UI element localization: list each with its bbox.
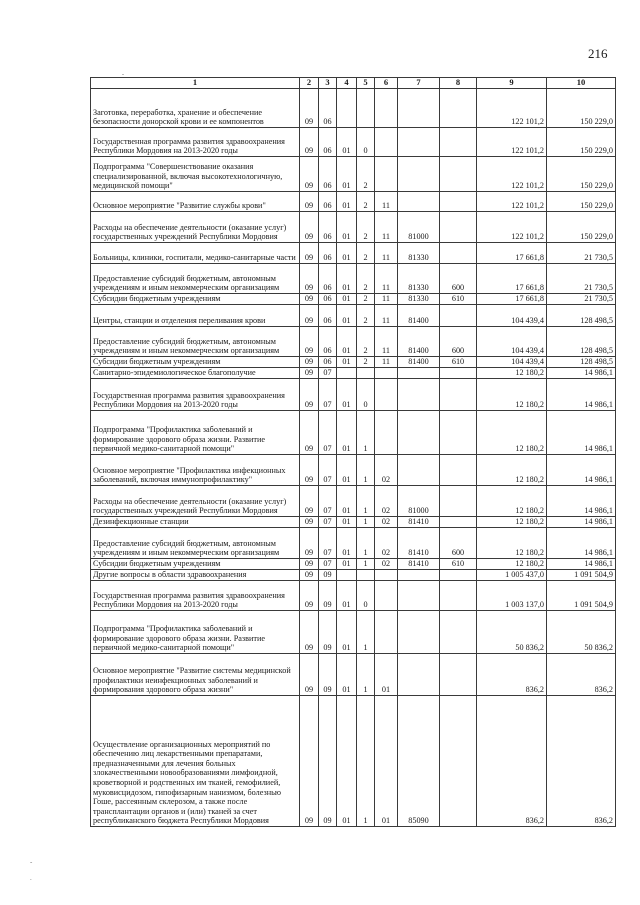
row-code-activity	[375, 411, 398, 455]
row-code-expense-type	[440, 654, 477, 696]
row-code-activity	[375, 128, 398, 157]
row-code-direction: 81330	[398, 264, 440, 294]
row-code-program: 01	[337, 379, 357, 411]
row-code-subprogram: 2	[357, 192, 375, 212]
table-row	[91, 305, 616, 327]
row-code-section: 09	[300, 411, 319, 455]
row-name: Субсидии бюджетным учреждениям	[91, 357, 300, 368]
row-code-expense-type	[440, 192, 477, 212]
row-amount-year2: 14 986,1	[547, 559, 616, 570]
row-code-subsection: 06	[319, 294, 337, 305]
row-code-expense-type	[440, 696, 477, 827]
row-code-section: 09	[300, 570, 319, 581]
row-amount-year1: 50 836,2	[477, 611, 547, 654]
col-header: 7	[398, 78, 440, 89]
table-row	[91, 570, 616, 581]
row-code-activity: 11	[375, 192, 398, 212]
row-name: Субсидии бюджетным учреждениям	[91, 559, 300, 570]
row-name: Центры, станции и отделения переливания крови	[91, 305, 300, 327]
row-code-direction	[398, 368, 440, 379]
row-code-section: 09	[300, 528, 319, 559]
row-code-expense-type	[440, 368, 477, 379]
table-body	[91, 89, 616, 827]
row-amount-year2: 14 986,1	[547, 486, 616, 517]
row-code-expense-type: 600	[440, 264, 477, 294]
row-code-subsection: 07	[319, 517, 337, 528]
row-code-activity	[375, 368, 398, 379]
row-code-section: 09	[300, 212, 319, 243]
row-code-direction	[398, 379, 440, 411]
row-code-section: 09	[300, 357, 319, 368]
row-name: Основное мероприятие "Профилактика инфекционных заболеваний, включая иммунопрофилактику"	[91, 455, 300, 486]
col-header: 9	[477, 78, 547, 89]
row-code-program: 01	[337, 243, 357, 264]
col-header: 4	[337, 78, 357, 89]
row-code-section: 09	[300, 379, 319, 411]
row-name: Санитарно-эпидемиологическое благополучие	[91, 368, 300, 379]
row-code-direction	[398, 411, 440, 455]
row-code-direction	[398, 192, 440, 212]
row-code-subsection: 06	[319, 327, 337, 357]
row-amount-year2: 150 229,0	[547, 89, 616, 128]
row-code-subsection: 06	[319, 128, 337, 157]
row-code-direction: 81400	[398, 357, 440, 368]
row-code-section: 09	[300, 157, 319, 192]
row-amount-year1: 1 005 437,0	[477, 570, 547, 581]
row-code-section: 09	[300, 128, 319, 157]
row-code-program: 01	[337, 411, 357, 455]
row-code-expense-type: 600	[440, 327, 477, 357]
table-row	[91, 243, 616, 264]
row-code-program: 01	[337, 581, 357, 611]
row-name: Расходы на обеспечение деятельности (оказание услуг) государственных учреждений Республики Мордовия	[91, 212, 300, 243]
row-code-direction	[398, 581, 440, 611]
table-row	[91, 411, 616, 455]
row-amount-year1: 12 180,2	[477, 379, 547, 411]
row-name: Предоставление субсидий бюджетным, автономным учреждениям и иным некоммерческим организациям	[91, 264, 300, 294]
row-code-subsection: 09	[319, 654, 337, 696]
row-amount-year1: 12 180,2	[477, 486, 547, 517]
row-code-program: 01	[337, 654, 357, 696]
row-name: Государственная программа развития здравоохранения Республики Мордовия на 2013-2020 годы	[91, 128, 300, 157]
row-code-section: 09	[300, 327, 319, 357]
row-code-section: 09	[300, 294, 319, 305]
row-code-subsection: 06	[319, 305, 337, 327]
row-code-expense-type	[440, 611, 477, 654]
row-code-subprogram: 1	[357, 654, 375, 696]
table-row	[91, 455, 616, 486]
row-code-activity: 11	[375, 357, 398, 368]
row-amount-year2: 150 229,0	[547, 128, 616, 157]
row-code-expense-type	[440, 517, 477, 528]
row-name: Предоставление субсидий бюджетным, автономным учреждениям и иным некоммерческим организациям	[91, 528, 300, 559]
row-code-subsection: 07	[319, 559, 337, 570]
row-name: Дезинфекционные станции	[91, 517, 300, 528]
row-code-direction	[398, 89, 440, 128]
row-code-subsection: 06	[319, 212, 337, 243]
row-amount-year1: 122 101,2	[477, 157, 547, 192]
scan-mark: -	[30, 858, 33, 866]
row-code-subprogram: 2	[357, 294, 375, 305]
row-code-program: 01	[337, 305, 357, 327]
row-amount-year2: 14 986,1	[547, 455, 616, 486]
row-code-subprogram: 1	[357, 559, 375, 570]
row-code-program: 01	[337, 517, 357, 528]
row-code-subprogram: 1	[357, 528, 375, 559]
row-amount-year1: 122 101,2	[477, 128, 547, 157]
row-amount-year2: 14 986,1	[547, 379, 616, 411]
row-code-subsection: 07	[319, 379, 337, 411]
row-code-section: 09	[300, 517, 319, 528]
row-code-section: 09	[300, 559, 319, 570]
row-code-program: 01	[337, 264, 357, 294]
row-code-direction	[398, 654, 440, 696]
table-row	[91, 357, 616, 368]
table-row	[91, 192, 616, 212]
row-amount-year1: 122 101,2	[477, 89, 547, 128]
row-code-program: 01	[337, 528, 357, 559]
row-code-direction	[398, 611, 440, 654]
header-row	[91, 78, 616, 89]
col-header: 5	[357, 78, 375, 89]
row-code-section: 09	[300, 368, 319, 379]
row-code-expense-type	[440, 455, 477, 486]
row-amount-year2: 128 498,5	[547, 305, 616, 327]
row-code-activity: 02	[375, 559, 398, 570]
row-code-activity: 02	[375, 528, 398, 559]
row-code-direction	[398, 455, 440, 486]
table-row	[91, 157, 616, 192]
row-code-subsection: 07	[319, 368, 337, 379]
row-code-direction: 81410	[398, 559, 440, 570]
row-code-subsection: 07	[319, 411, 337, 455]
row-code-direction	[398, 570, 440, 581]
row-code-activity: 02	[375, 517, 398, 528]
row-code-expense-type	[440, 305, 477, 327]
table-row	[91, 696, 616, 827]
row-amount-year1: 122 101,2	[477, 192, 547, 212]
row-code-expense-type: 610	[440, 294, 477, 305]
row-code-subprogram: 0	[357, 379, 375, 411]
row-code-section: 09	[300, 192, 319, 212]
row-code-subsection: 06	[319, 357, 337, 368]
row-amount-year1: 12 180,2	[477, 411, 547, 455]
row-code-subprogram: 2	[357, 243, 375, 264]
row-code-activity: 11	[375, 294, 398, 305]
row-name: Другие вопросы в области здравоохранения	[91, 570, 300, 581]
col-header: 2	[300, 78, 319, 89]
row-code-activity: 11	[375, 305, 398, 327]
table-row	[91, 528, 616, 559]
row-code-program: 01	[337, 357, 357, 368]
row-code-activity	[375, 570, 398, 581]
row-amount-year1: 836,2	[477, 696, 547, 827]
row-name: Подпрограмма "Профилактика заболеваний и формирование здорового образа жизни. Развитие первичной медико-санитарной помощи"	[91, 411, 300, 455]
row-code-direction: 81000	[398, 212, 440, 243]
row-code-subprogram: 1	[357, 455, 375, 486]
row-code-subprogram: 1	[357, 611, 375, 654]
scan-mark: .	[30, 874, 32, 882]
row-name: Основное мероприятие "Развитие системы медицинской профилактики неинфекционных заболеваний и формирования здорового образа жизни"	[91, 654, 300, 696]
row-code-expense-type	[440, 212, 477, 243]
row-code-subprogram	[357, 89, 375, 128]
row-code-activity: 01	[375, 654, 398, 696]
row-code-expense-type	[440, 581, 477, 611]
row-amount-year1: 17 661,8	[477, 243, 547, 264]
row-code-direction	[398, 157, 440, 192]
row-amount-year2: 14 986,1	[547, 411, 616, 455]
row-code-activity: 01	[375, 696, 398, 827]
row-code-program: 01	[337, 455, 357, 486]
row-code-section: 09	[300, 654, 319, 696]
row-amount-year2: 1 091 504,9	[547, 570, 616, 581]
row-amount-year1: 12 180,2	[477, 528, 547, 559]
row-code-subprogram: 2	[357, 357, 375, 368]
row-amount-year2: 128 498,5	[547, 327, 616, 357]
row-code-subprogram: 2	[357, 305, 375, 327]
row-code-expense-type: 610	[440, 559, 477, 570]
row-name: Государственная программа развития здравоохранения Республики Мордовия на 2013-2020 годы	[91, 379, 300, 411]
row-code-subprogram	[357, 368, 375, 379]
table-row	[91, 581, 616, 611]
col-header: 3	[319, 78, 337, 89]
row-code-program: 01	[337, 157, 357, 192]
row-code-direction: 81330	[398, 243, 440, 264]
row-code-activity	[375, 89, 398, 128]
row-amount-year2: 14 986,1	[547, 368, 616, 379]
row-code-activity	[375, 157, 398, 192]
row-code-activity	[375, 379, 398, 411]
row-name: Основное мероприятие "Развитие службы крови"	[91, 192, 300, 212]
row-amount-year1: 1 003 137,0	[477, 581, 547, 611]
row-code-program: 01	[337, 327, 357, 357]
row-code-activity	[375, 611, 398, 654]
row-code-section: 09	[300, 243, 319, 264]
row-code-subprogram: 1	[357, 696, 375, 827]
row-code-subsection: 09	[319, 581, 337, 611]
row-code-direction: 85090	[398, 696, 440, 827]
row-amount-year1: 12 180,2	[477, 455, 547, 486]
row-code-subsection: 09	[319, 570, 337, 581]
row-code-program: 01	[337, 486, 357, 517]
row-code-activity: 11	[375, 327, 398, 357]
row-code-expense-type	[440, 570, 477, 581]
row-code-expense-type	[440, 157, 477, 192]
row-amount-year2: 1 091 504,9	[547, 581, 616, 611]
row-amount-year2: 836,2	[547, 654, 616, 696]
table-row	[91, 611, 616, 654]
row-name: Расходы на обеспечение деятельности (оказание услуг) государственных учреждений Республики Мордовия	[91, 486, 300, 517]
row-code-direction	[398, 128, 440, 157]
row-code-subsection: 07	[319, 486, 337, 517]
row-name: Больницы, клиники, госпитали, медико-санитарные части	[91, 243, 300, 264]
col-header: 10	[547, 78, 616, 89]
table-row	[91, 327, 616, 357]
table-row	[91, 368, 616, 379]
row-name: Подпрограмма "Профилактика заболеваний и формирование здорового образа жизни. Развитие первичной медико-санитарной помощи"	[91, 611, 300, 654]
row-code-program: 01	[337, 128, 357, 157]
row-code-program	[337, 570, 357, 581]
row-name: Заготовка, переработка, хранение и обеспечение безопасности донорской крови и ее компонентов	[91, 89, 300, 128]
row-amount-year1: 12 180,2	[477, 517, 547, 528]
row-code-subsection: 09	[319, 696, 337, 827]
row-code-direction: 81400	[398, 305, 440, 327]
row-amount-year1: 17 661,8	[477, 294, 547, 305]
row-code-expense-type: 600	[440, 528, 477, 559]
table-row	[91, 517, 616, 528]
table-row	[91, 212, 616, 243]
row-code-subprogram	[357, 570, 375, 581]
row-code-subsection: 09	[319, 611, 337, 654]
row-code-expense-type: 610	[440, 357, 477, 368]
row-amount-year2: 128 498,5	[547, 357, 616, 368]
row-code-section: 09	[300, 486, 319, 517]
table-row	[91, 486, 616, 517]
row-code-section: 09	[300, 455, 319, 486]
table-row	[91, 654, 616, 696]
row-code-subprogram: 1	[357, 486, 375, 517]
row-name: Подпрограмма "Совершенствование оказания специализированной, включая высокотехнологичную, медицинской помощи"	[91, 157, 300, 192]
row-amount-year2: 14 986,1	[547, 528, 616, 559]
row-code-direction: 81000	[398, 486, 440, 517]
row-code-expense-type	[440, 89, 477, 128]
row-amount-year2: 150 229,0	[547, 157, 616, 192]
row-code-direction: 81330	[398, 294, 440, 305]
table-row	[91, 264, 616, 294]
row-code-expense-type	[440, 411, 477, 455]
scan-dot: .	[122, 68, 124, 77]
row-code-subprogram: 0	[357, 581, 375, 611]
row-code-section: 09	[300, 581, 319, 611]
row-code-subsection: 06	[319, 243, 337, 264]
row-code-program: 01	[337, 696, 357, 827]
row-code-subprogram: 2	[357, 157, 375, 192]
budget-table	[90, 77, 616, 827]
row-code-program: 01	[337, 294, 357, 305]
row-code-program: 01	[337, 212, 357, 243]
row-amount-year2: 150 229,0	[547, 192, 616, 212]
row-code-subprogram: 2	[357, 327, 375, 357]
row-code-subprogram: 2	[357, 212, 375, 243]
row-amount-year1: 17 661,8	[477, 264, 547, 294]
row-code-direction: 81410	[398, 528, 440, 559]
row-code-program	[337, 368, 357, 379]
row-code-expense-type	[440, 128, 477, 157]
row-code-program	[337, 89, 357, 128]
row-name: Субсидии бюджетным учреждениям	[91, 294, 300, 305]
row-code-section: 09	[300, 696, 319, 827]
table-row	[91, 379, 616, 411]
row-code-activity: 11	[375, 243, 398, 264]
row-code-direction: 81410	[398, 517, 440, 528]
row-code-activity: 02	[375, 455, 398, 486]
table-row	[91, 294, 616, 305]
row-amount-year1: 12 180,2	[477, 368, 547, 379]
col-header: 1	[91, 78, 300, 89]
row-amount-year1: 12 180,2	[477, 559, 547, 570]
row-code-subsection: 06	[319, 89, 337, 128]
row-amount-year2: 50 836,2	[547, 611, 616, 654]
table-row	[91, 89, 616, 128]
row-code-direction: 81400	[398, 327, 440, 357]
row-code-section: 09	[300, 264, 319, 294]
row-code-subprogram: 2	[357, 264, 375, 294]
row-code-activity: 11	[375, 264, 398, 294]
row-code-section: 09	[300, 89, 319, 128]
row-code-program: 01	[337, 192, 357, 212]
row-amount-year2: 21 730,5	[547, 294, 616, 305]
row-amount-year1: 122 101,2	[477, 212, 547, 243]
row-code-subsection: 06	[319, 157, 337, 192]
row-code-expense-type	[440, 379, 477, 411]
row-code-subprogram: 1	[357, 517, 375, 528]
row-code-subprogram: 1	[357, 411, 375, 455]
table-row	[91, 128, 616, 157]
row-code-expense-type	[440, 486, 477, 517]
row-code-subprogram: 0	[357, 128, 375, 157]
row-amount-year1: 104 439,4	[477, 357, 547, 368]
row-amount-year1: 104 439,4	[477, 305, 547, 327]
row-amount-year1: 836,2	[477, 654, 547, 696]
row-name: Государственная программа развития здравоохранения Республики Мордовия на 2013-2020 годы	[91, 581, 300, 611]
row-code-activity	[375, 581, 398, 611]
row-code-section: 09	[300, 611, 319, 654]
row-amount-year1: 104 439,4	[477, 327, 547, 357]
row-code-program: 01	[337, 611, 357, 654]
row-code-section: 09	[300, 305, 319, 327]
row-amount-year2: 21 730,5	[547, 243, 616, 264]
row-amount-year2: 21 730,5	[547, 264, 616, 294]
row-code-expense-type	[440, 243, 477, 264]
row-amount-year2: 836,2	[547, 696, 616, 827]
row-code-program: 01	[337, 559, 357, 570]
row-amount-year2: 150 229,0	[547, 212, 616, 243]
row-amount-year2: 14 986,1	[547, 517, 616, 528]
row-name: Предоставление субсидий бюджетным, автономным учреждениям и иным некоммерческим организациям	[91, 327, 300, 357]
col-header: 6	[375, 78, 398, 89]
page-number: 216	[588, 46, 608, 61]
row-name: Осуществление организационных мероприятий по обеспечению лиц лекарственными препаратами, предназначенными для лечения больных злокачественными новообразованиями лимфоидной, кроветворной и родственных им тканей, гемофилией, муковисцидозом, гипофизарным нанизмом, болезнью Гоше, рассеянным склерозом, а также после трансплантации органов и (или) тканей за счет республиканского бюджета Республики Мордовия	[91, 696, 300, 827]
col-header: 8	[440, 78, 477, 89]
table-row	[91, 559, 616, 570]
row-code-subsection: 06	[319, 192, 337, 212]
row-code-subsection: 07	[319, 528, 337, 559]
row-code-subsection: 07	[319, 455, 337, 486]
row-code-activity: 02	[375, 486, 398, 517]
row-code-activity: 11	[375, 212, 398, 243]
row-code-subsection: 06	[319, 264, 337, 294]
